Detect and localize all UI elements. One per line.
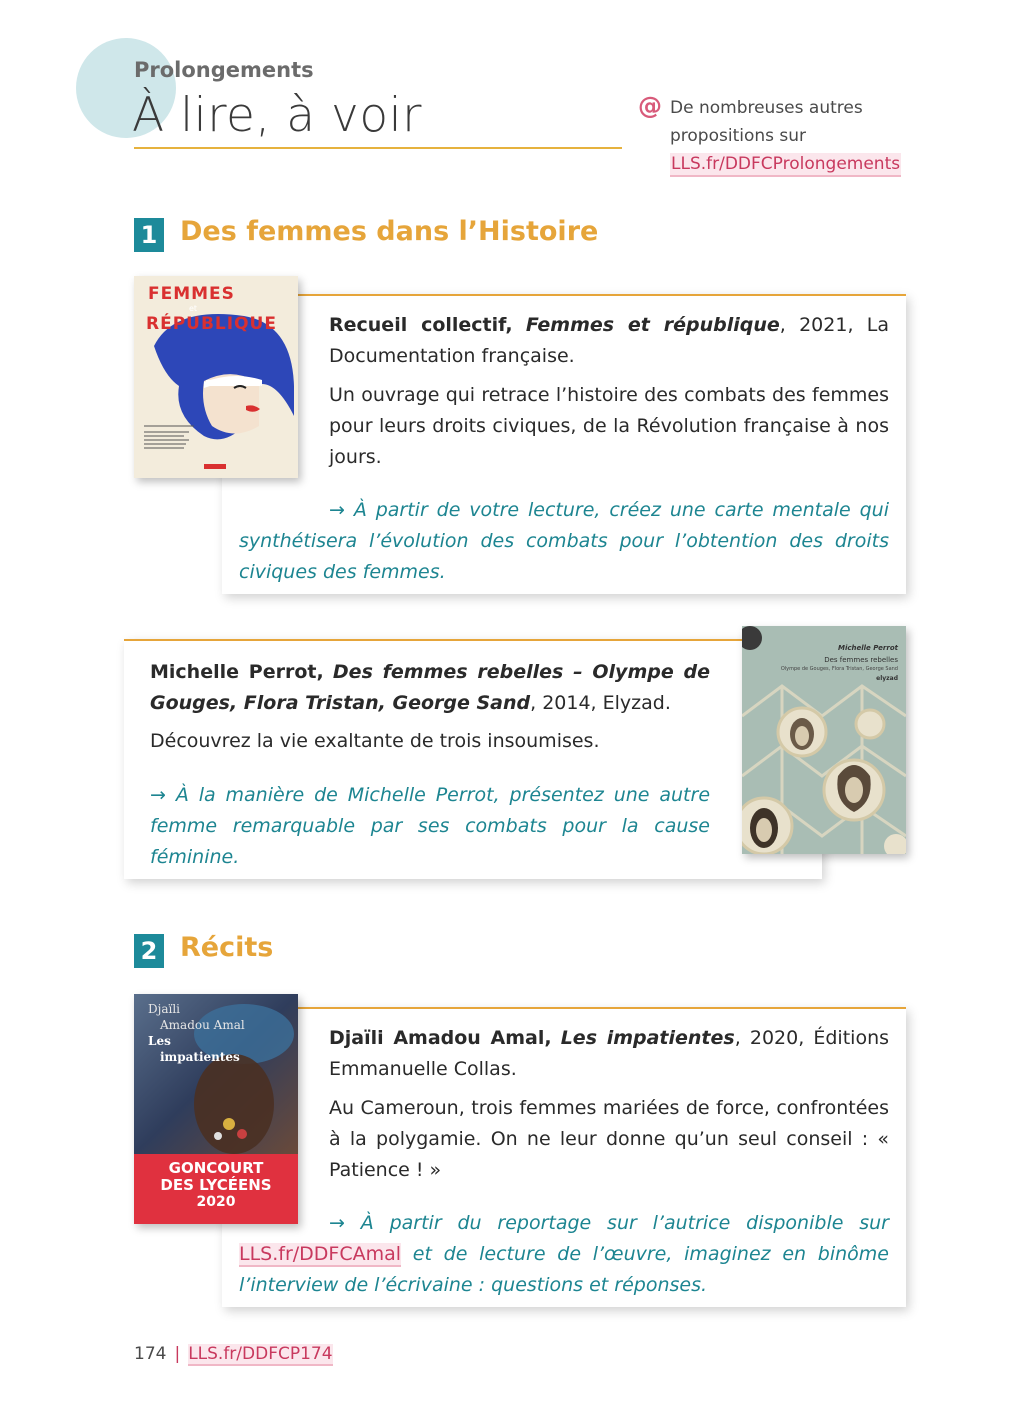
side-note [670,94,930,178]
section-title: Récits [180,932,274,963]
title-rule [134,147,622,149]
side-note-text: De nombreuses autres propositions sur [670,98,863,146]
book-task [150,780,710,873]
page-footer [134,1344,333,1364]
book-cover-femmes-rebelles [742,626,906,854]
book-task [239,1208,889,1301]
cover-publisher: elyzad [876,675,898,682]
book-reference [329,1023,889,1085]
cover-author-line1: Djaïli [148,1002,181,1016]
book-task-text: À partir du reportage sur l’autrice disponible sur [360,1212,889,1234]
book-title: Femmes et république [525,314,780,336]
section-number: 1 [134,218,164,252]
book-cover-femmes-republique [134,276,298,478]
cover-title-line3: RÉPUBLIQUE [146,314,277,334]
band-line3: 2020 [196,1194,236,1210]
footer-link[interactable]: LLS.fr/DDFCP174 [188,1344,333,1364]
book-author: Recueil collectif, [329,314,513,336]
reportage-link[interactable]: LLS.fr/DDFCAmal [239,1243,402,1265]
book-cover-les-impatientes [134,994,298,1224]
arrow-right-icon: → [150,784,176,806]
arrow-right-icon: → [329,499,354,521]
book-title: Les impatientes [560,1027,735,1049]
cover-title-line2: impatientes [160,1050,240,1064]
cover-author-line2: Amadou Amal [160,1018,245,1032]
cover-illustration [134,276,298,478]
at-icon: @ [638,92,662,120]
cover-title-line1: FEMMES [148,284,235,304]
book-description: Un ouvrage qui retrace l’histoire des combats des femmes pour leurs droits civiques, de la Révolution française à nos jours. [329,384,889,468]
book-details: , 2021, La Documentation française. [329,314,889,367]
section-title: Des femmes dans l’Histoire [180,216,599,247]
page-number: 174 [134,1344,167,1364]
cover-prize-band [134,1154,298,1224]
cover-title-line1: Les [148,1034,171,1048]
band-line1: GONCOURT [168,1159,264,1177]
cover-title: Des femmes rebelles [824,656,898,664]
footer-separator: | [174,1344,181,1364]
cover-title-line2: et [189,304,198,313]
book-card [222,1007,906,1307]
section-number: 2 [134,934,164,968]
book-reference [150,657,710,719]
book-description: Au Cameroun, trois femmes mariées de force, confrontées à la polygamie. On ne leur donne qu’un seul conseil : « Patience ! » [329,1097,889,1181]
book-card [222,294,906,594]
book-reference [329,310,889,372]
book-task [239,495,889,588]
book-details: , 2014, Elyzad. [530,692,671,714]
book-details: , 2020, Éditions Emmanuelle Collas. [329,1027,890,1080]
book-task-text: À partir de votre lecture, créez une carte mentale qui synthétisera l’évolution des combats pour l’obtention des droits civiques des femmes. [239,499,889,583]
arrow-right-icon: → [329,1212,361,1234]
book-author: Michelle Perrot, [150,661,324,683]
book-task-text: À la manière de Michelle Perrot, présentez une autre femme remarquable par ses combats pour la cause féminine. [150,784,711,868]
page-title: À lire, à voir [132,88,422,143]
cover-author: Michelle Perrot [838,644,898,652]
side-note-link[interactable]: LLS.fr/DDFCProlongements [670,153,901,177]
book-author: Djaïli Amadou Amal, [329,1027,552,1049]
band-line2: DES LYCÉENS [160,1176,272,1194]
cover-subtitle: Olympe de Gouges, Flora Tristan, George Sand [780,666,898,672]
page-kicker: Prolongements [134,58,314,82]
book-task-text-end: et de lecture de l’œuvre, imaginez en binôme l’interview de l’écrivaine : questions et réponses. [239,1243,889,1296]
book-card [124,639,822,879]
book-description: Découvrez la vie exaltante de trois insoumises. [150,730,600,752]
book-title: Des femmes rebelles – Olympe de Gouges, Flora Tristan, George Sand [150,661,710,714]
